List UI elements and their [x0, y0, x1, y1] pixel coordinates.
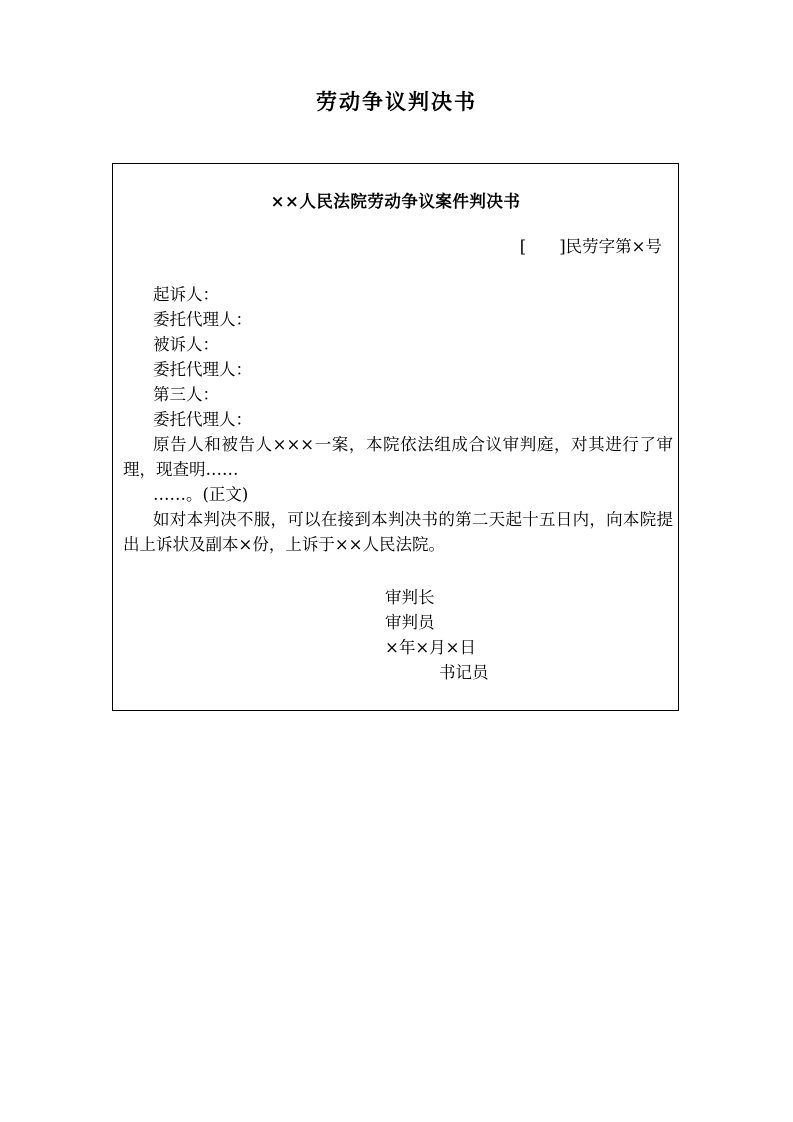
paragraph-appeal: 如对本判决不服，可以在接到本判决书的第二天起十五日内，向本院提出上诉状及副本×份，上诉于××人民法院。	[123, 510, 673, 554]
party-third: 第三人：	[153, 385, 219, 404]
paragraph-body: ……。(正文)	[153, 485, 249, 504]
party-plaintiff: 起诉人：	[153, 285, 219, 304]
party-defendant-agent: 委托代理人：	[153, 360, 252, 379]
signature-presiding-judge: 审判长	[385, 588, 435, 607]
paragraph-facts: 原告人和被告人×××一案，本院依法组成合议审判庭，对其进行了审理，现查明……	[123, 435, 673, 479]
signature-block	[385, 585, 489, 685]
signature-judge: 审判员	[385, 613, 435, 632]
judgment-document-box	[112, 163, 679, 711]
page-title: 劳动争议判决书	[316, 89, 477, 114]
party-third-agent: 委托代理人：	[153, 410, 252, 429]
case-number: [ ]民劳字第×号	[519, 237, 662, 256]
signature-date: ×年×月×日	[385, 638, 476, 657]
party-defendant: 被诉人：	[153, 335, 219, 354]
document-heading: ××人民法院劳动争议案件判决书	[270, 192, 521, 211]
document-body	[123, 282, 673, 557]
party-plaintiff-agent: 委托代理人：	[153, 310, 252, 329]
signature-clerk: 书记员	[439, 663, 489, 682]
